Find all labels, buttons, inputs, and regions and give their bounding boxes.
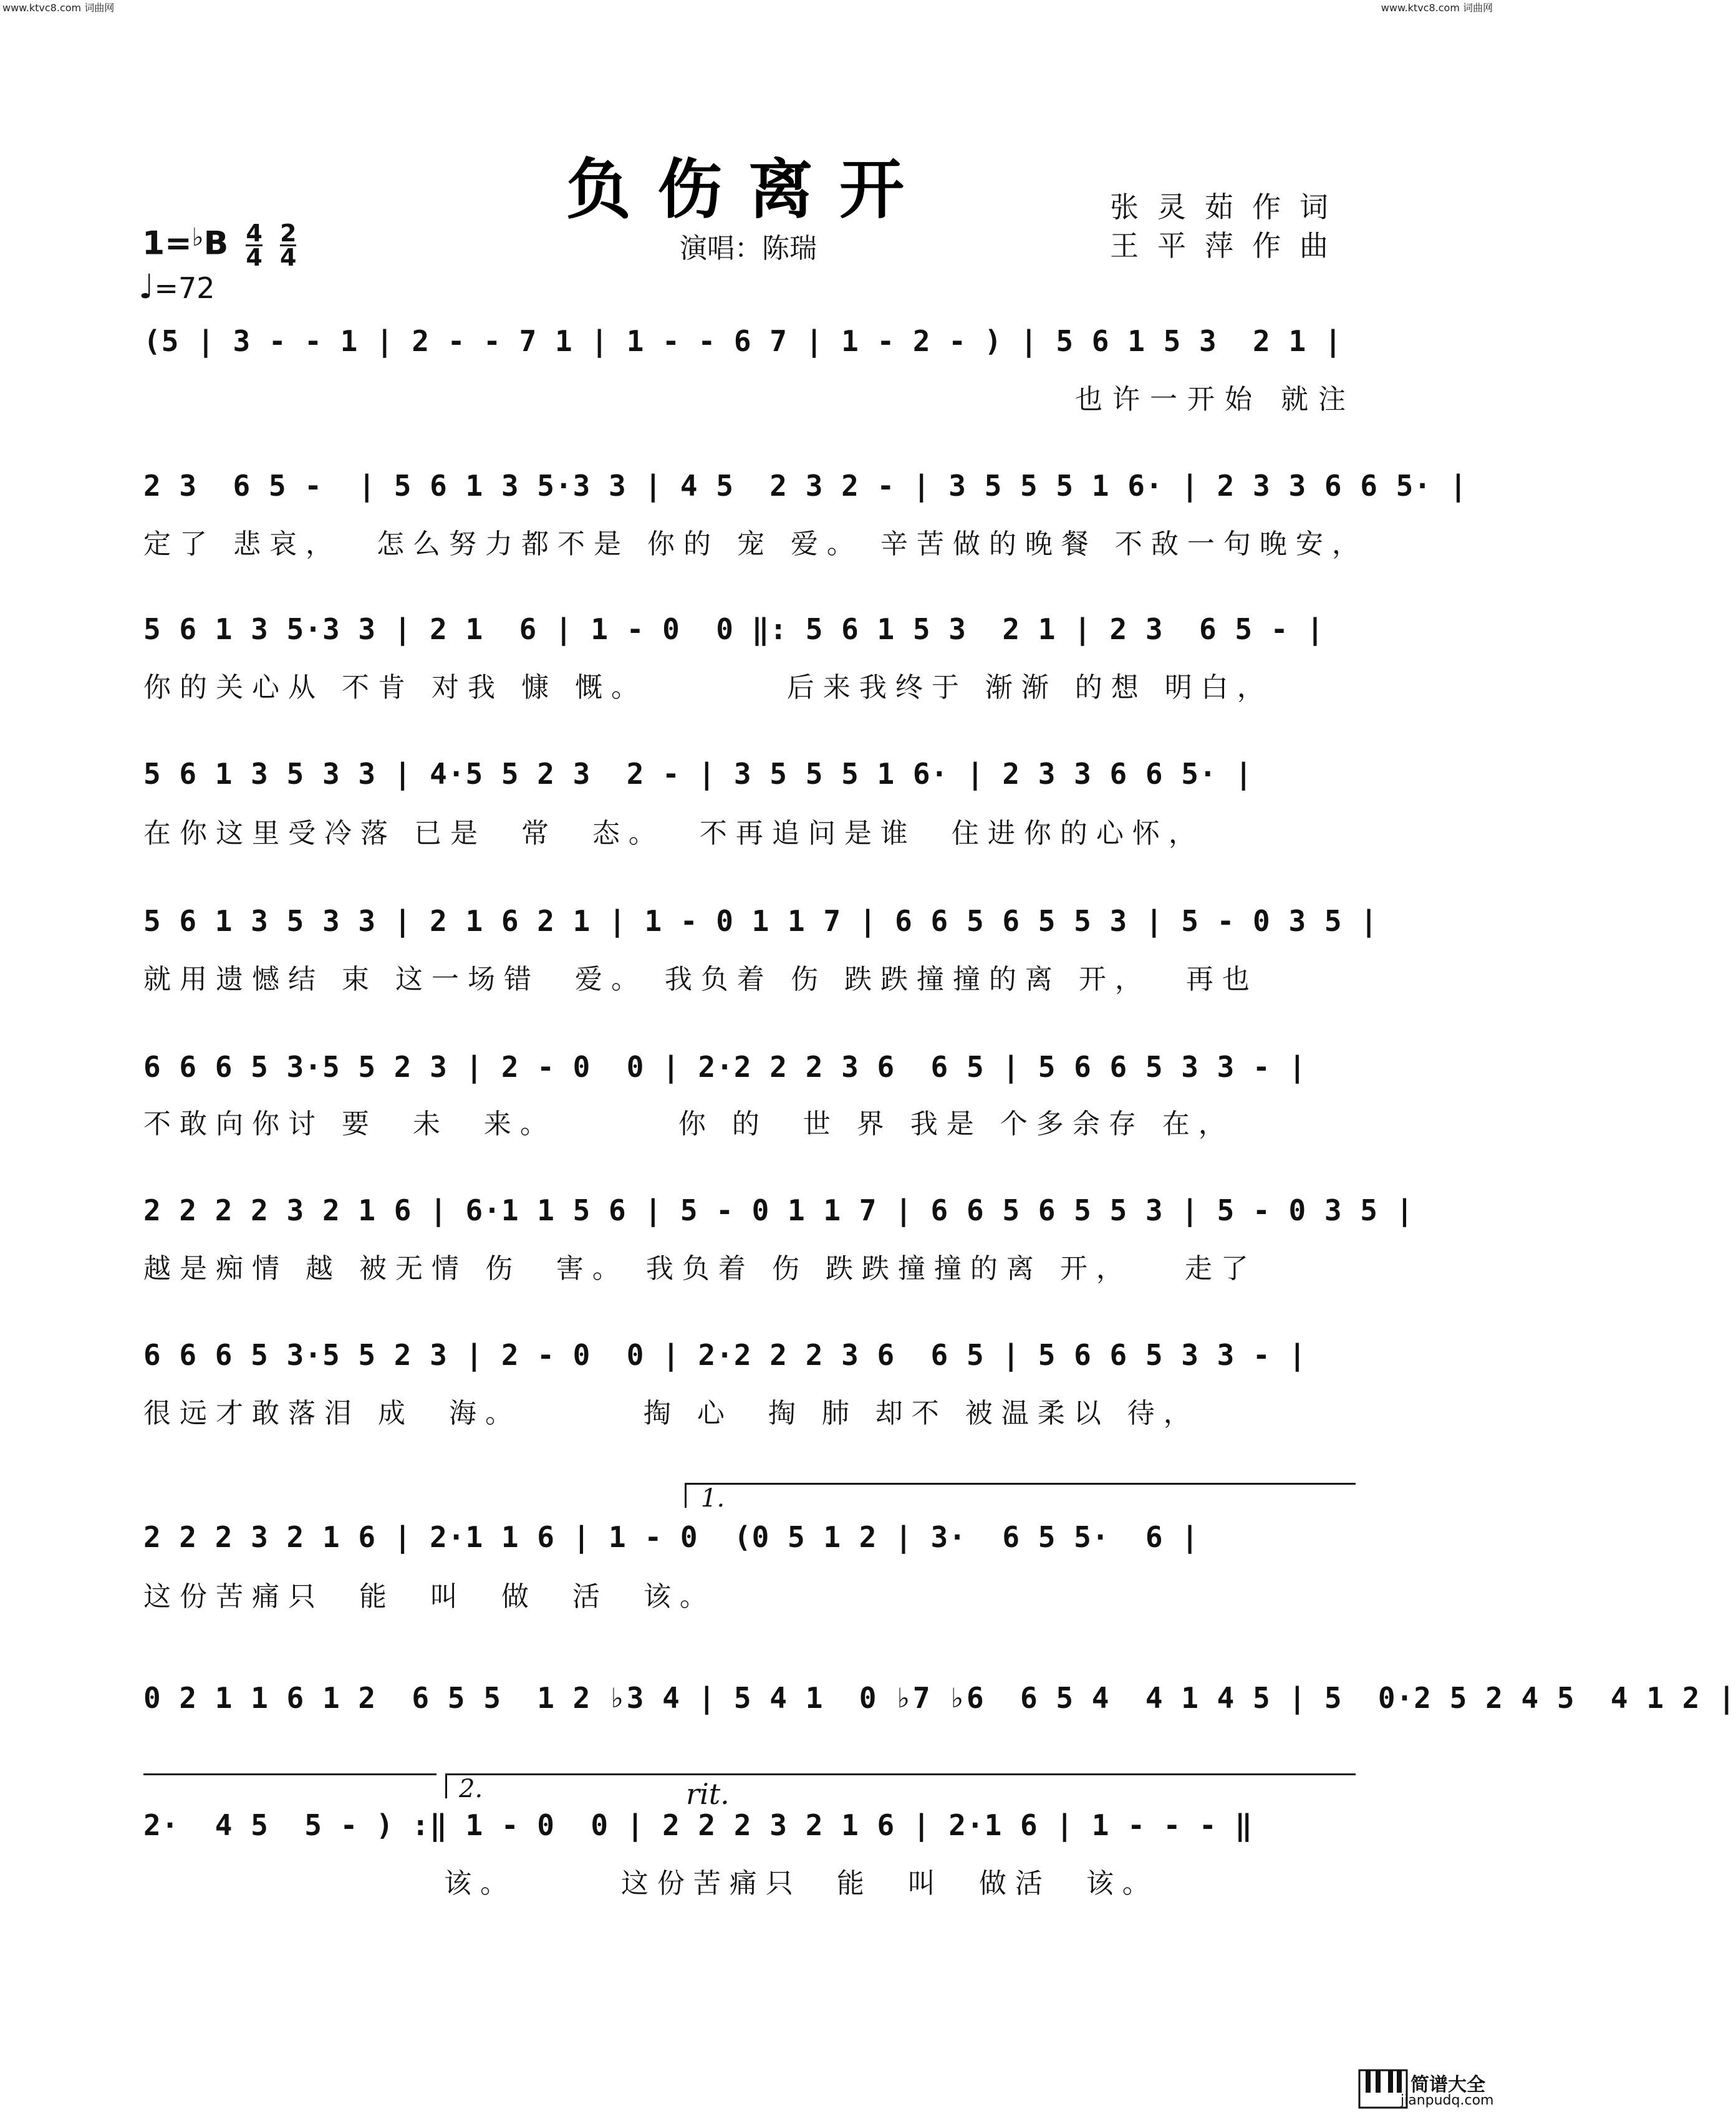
key-note: B bbox=[203, 224, 229, 263]
music-row-11: 2· 4 5 5 - ) :‖ 1 - 0 0 | 2 2 2 3 2 1 6 | 2·1 6 | 1 - - - ‖ bbox=[143, 1808, 1253, 1842]
lyric-row-5: 就用遗憾结 束 这一场错 爱。 我负着 伤 跌跌撞撞的离 开， 再也 bbox=[143, 963, 1258, 995]
music-row-4: 5 6 1 3 5 3 3 | 4·5 5 2 3 2 - | 3 5 5 5 1 6· | 2 3 3 6 6 5· | bbox=[143, 757, 1253, 791]
time1-numerator: 4 bbox=[246, 219, 263, 247]
tempo-value: =72 bbox=[154, 271, 215, 305]
flat-sign: ♭ bbox=[191, 223, 204, 252]
time2-denominator: 4 bbox=[279, 244, 297, 271]
music-row-3: 5 6 1 3 5·3 3 | 2 1 6 | 1 - 0 0 ‖: 5 6 1 5 3 2 1 | 2 3 6 5 - | bbox=[143, 612, 1324, 646]
volta-2-bracket bbox=[445, 1773, 1356, 1775]
time2-numerator: 2 bbox=[279, 219, 297, 247]
lyric-row-3: 你的关心从 不肯 对我 慷 慨。 后来我终于 渐渐 的想 明白， bbox=[143, 672, 1273, 703]
ritardando-marking: rit. bbox=[686, 1777, 730, 1811]
lyric-row-8: 很远才敢落泪 成 海。 掏 心 掏 肺 却不 被温柔以 待， bbox=[143, 1397, 1200, 1429]
music-row-2: 2 3 6 5 - | 5 6 1 3 5·3 3 | 4 5 2 3 2 - | 3 5 5 5 1 6· | 2 3 3 6 6 5· | bbox=[143, 469, 1468, 503]
key-prefix: 1= bbox=[142, 224, 192, 263]
music-row-5: 5 6 1 3 5 3 3 | 2 1 6 2 1 | 1 - 0 1 1 7 | 6 6 5 6 5 5 3 | 5 - 0 3 5 | bbox=[143, 904, 1378, 938]
lyric-row-11: 该。 这份苦痛只 能 叫 做活 该。 bbox=[444, 1868, 1159, 1899]
song-title: 负伤离开 bbox=[566, 151, 930, 228]
volta-1-bracket bbox=[685, 1483, 1356, 1485]
volta-2-tick bbox=[445, 1773, 447, 1798]
lyricist-credit: 张灵茹作词 bbox=[1110, 190, 1347, 224]
music-row-7: 2 2 2 2 3 2 1 6 | 6·1 1 5 6 | 5 - 0 1 1 7 | 6 6 5 6 5 5 3 | 5 - 0 3 5 | bbox=[143, 1194, 1414, 1227]
lyric-row-9: 这份苦痛只 能 叫 做 活 该。 bbox=[143, 1581, 716, 1613]
header-right-site: www.ktvc8.com 词曲网 bbox=[1381, 2, 1493, 14]
volta-1-tick bbox=[685, 1483, 687, 1508]
composer-credit: 王平萍作曲 bbox=[1110, 229, 1347, 263]
logo-url: jianpudq.com bbox=[1401, 2093, 1494, 2108]
music-row-9: 2 2 2 3 2 1 6 | 2·1 1 6 | 1 - 0 (0 5 1 2 | 3· 6 5 5· 6 | bbox=[143, 1520, 1199, 1554]
tempo-marking bbox=[138, 267, 215, 306]
volta-2-label: 2. bbox=[459, 1775, 483, 1803]
lyric-row-2: 定了 悲哀， 怎么努力都不是 你的 宠 爱。 辛苦做的晚餐 不敌一句晚安， bbox=[143, 528, 1368, 560]
music-row-1: (5 | 3 - - 1 | 2 - - 7 1 | 1 - - 6 7 | 1 - 2 - ) | 5 6 1 5 3 2 1 | bbox=[143, 324, 1343, 358]
music-row-10: 0 2 1 1 6 1 2 6 5 5 1 2 ♭3 4 | 5 4 1 0 ♭7 ♭6 6 5 4 4 1 4 5 | 5 0·2 5 2 4 5 4 1 2 | bbox=[143, 1681, 1736, 1715]
header-left-site: www.ktvc8.com 词曲网 bbox=[2, 2, 115, 14]
key-signature bbox=[142, 219, 297, 271]
quarter-note-icon: ♩ bbox=[138, 267, 155, 306]
repeat-bracket-line bbox=[143, 1773, 436, 1775]
lyric-row-4: 在你这里受冷落 已是 常 态。 不再追问是谁 住进你的心怀， bbox=[143, 817, 1205, 849]
lyric-row-1: 也许一开始 就注 bbox=[1075, 383, 1356, 415]
time1-denominator: 4 bbox=[246, 244, 263, 271]
volta-1-label: 1. bbox=[701, 1484, 725, 1513]
music-row-6: 6 6 6 5 3·5 5 2 3 | 2 - 0 0 | 2·2 2 2 3 6 6 5 | 5 6 6 5 3 3 - | bbox=[143, 1050, 1307, 1084]
singer-credit: 演唱：陈瑞 bbox=[680, 233, 817, 264]
time-signature-1 bbox=[246, 219, 263, 271]
time-signature-2 bbox=[279, 219, 297, 271]
lyric-row-7: 越是痴情 越 被无情 伤 害。 我负着 伤 跌跌撞撞的离 开， 走了 bbox=[143, 1253, 1257, 1285]
logo-text: 简谱大全 bbox=[1410, 2074, 1485, 2096]
music-row-8: 6 6 6 5 3·5 5 2 3 | 2 - 0 0 | 2·2 2 2 3 6 6 5 | 5 6 6 5 3 3 - | bbox=[143, 1338, 1307, 1372]
lyric-row-6: 不敢向你讨 要 未 来。 你 的 世 界 我是 个多余存 在， bbox=[143, 1108, 1235, 1140]
